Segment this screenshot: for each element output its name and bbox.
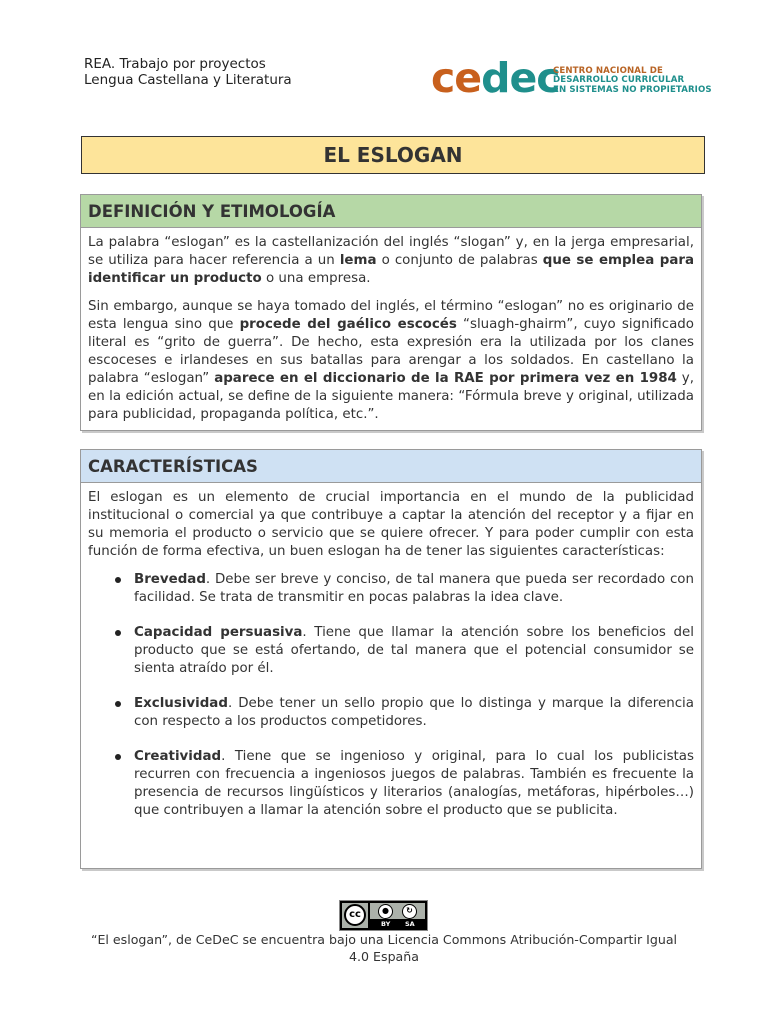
document-title: EL ESLOGAN bbox=[81, 136, 705, 174]
characteristics-heading: CARACTERÍSTICAS bbox=[81, 450, 701, 483]
share-alike-icon: ↻ bbox=[402, 904, 417, 919]
attribution-icon: ● bbox=[378, 904, 393, 919]
definition-body bbox=[81, 228, 701, 424]
license-notice: “El eslogan”, de CeDeC se encuentra bajo una Licencia Commons Atribución-Compartir Igual 4.0 España bbox=[90, 932, 678, 964]
definition-heading: DEFINICIÓN Y ETIMOLOGÍA bbox=[81, 195, 701, 228]
bullet-icon bbox=[115, 754, 121, 760]
characteristics-section bbox=[80, 449, 702, 869]
cc-icon: cc bbox=[344, 904, 366, 926]
document-header bbox=[84, 56, 292, 88]
bullet-icon bbox=[115, 577, 121, 583]
list-item: Creatividad. Tiene que se ingenioso y original, para lo cual los publicistas recurren con frecuencia a ingeniosos juegos de palabras. También es frecuente la presencia de recursos lingüísticos y literarios (analogías, metáforas, hipérboles…) que contribuyen a llamar la atención sobre el producto que se publicita. bbox=[88, 748, 694, 820]
list-item: Exclusividad. Debe tener un sello propio que lo distinga y marque la diferencia con respecto a los productos competidores. bbox=[88, 695, 694, 731]
bullet-icon bbox=[115, 630, 121, 636]
cedec-logo-word: cedec bbox=[431, 54, 560, 102]
cedec-logo-subtitle: CENTRO NACIONAL DE DESARROLLO CURRICULAR EN SISTEMAS NO PROPIETARIOS bbox=[553, 66, 712, 95]
list-item: Capacidad persuasiva. Tiene que llamar la atención sobre los beneficios del producto que se está ofertando, de tal manera que el potencial consumidor se sienta atraído por él. bbox=[88, 624, 694, 678]
characteristics-list bbox=[88, 571, 694, 820]
sa-label: SA bbox=[405, 920, 415, 928]
definition-section bbox=[80, 194, 702, 431]
definition-paragraph-1: La palabra “eslogan” es la castellanización del inglés “slogan” y, en la jerga empresarial, se utiliza para hacer referencia a un lema o conjunto de palabras que se emplea para identificar un producto o una empresa. bbox=[88, 235, 694, 286]
characteristics-intro: El eslogan es un elemento de crucial importancia en el mundo de la publicidad institucional o comercial ya que contribuye a captar la atención del receptor y a fijar en su memoria el producto o servicio que se quiere ofrecer. Y para poder cumplir con esta función de forma efectiva, un buen eslogan ha de tener las siguientes características: bbox=[88, 490, 694, 559]
creative-commons-badge bbox=[339, 900, 428, 931]
header-project-line: REA. Trabajo por proyectos bbox=[84, 56, 266, 72]
header-subject-line: Lengua Castellana y Literatura bbox=[84, 72, 292, 88]
characteristics-body bbox=[81, 483, 701, 820]
bullet-icon bbox=[115, 701, 121, 707]
by-label: BY bbox=[381, 920, 391, 928]
definition-paragraph-2: Sin embargo, aunque se haya tomado del inglés, el término “eslogan” no es originario de esta lengua sino que procede del gaélico escocés “sluagh-ghairm”, cuyo significado literal es “grito de guerra”. De hecho, esta expresión era la utilizada por los clanes escoceses e irlandeses en sus batallas para arengar a los soldados. En castellano la palabra “eslogan” aparece en el diccionario de la RAE por primera vez en 1984 y, en la edición actual, se define de la siguiente manera: “Fórmula breve y original, utilizada para publicidad, propaganda política, etc.”. bbox=[88, 299, 694, 422]
list-item: Brevedad. Debe ser breve y conciso, de tal manera que pueda ser recordado con facilidad. Se trata de transmitir en pocas palabras la idea clave. bbox=[88, 571, 694, 607]
